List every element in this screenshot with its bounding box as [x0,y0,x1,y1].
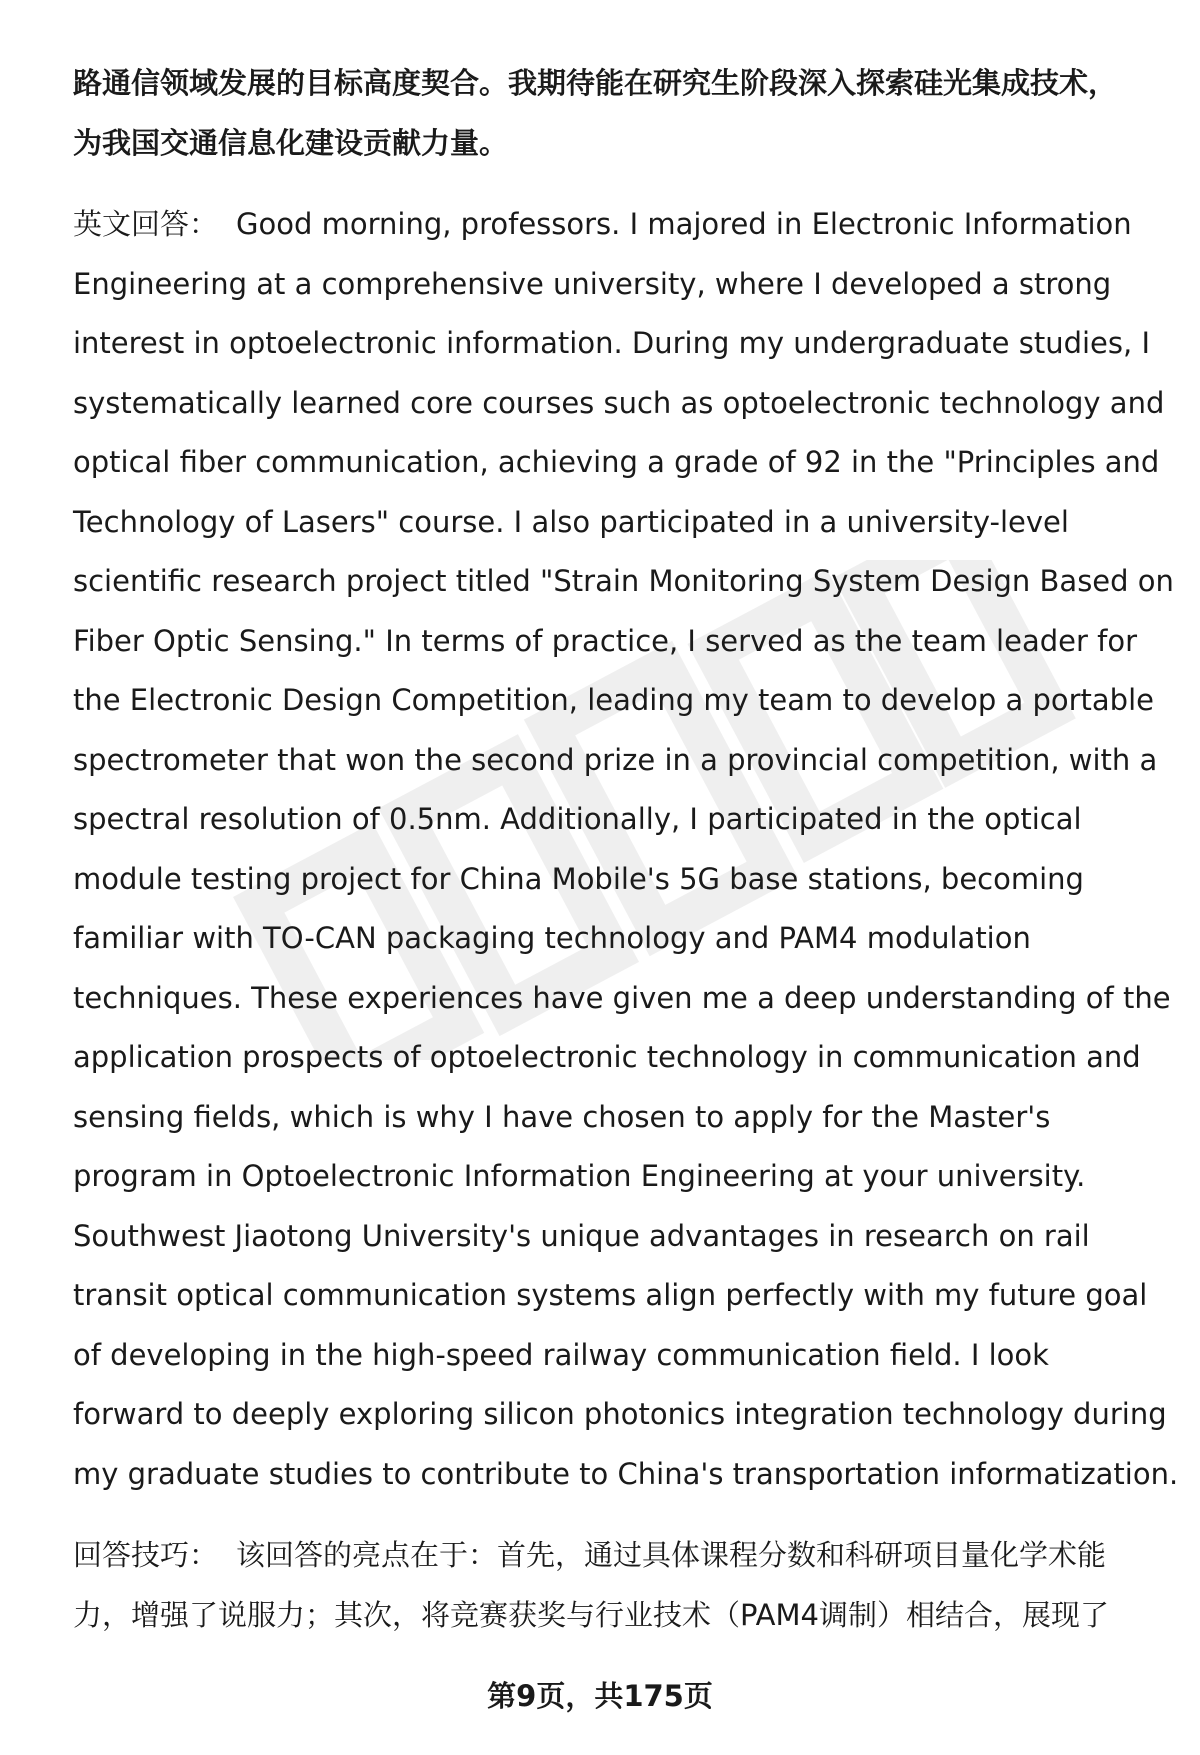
english-answer-line: my graduate studies to contribute to China's transportation informatization. [73,1456,1179,1491]
english-answer-paragraph [73,195,1179,1504]
english-answer-line: spectrometer that won the second prize in a provincial competition, with a [73,742,1158,777]
intro-line: 为我国交通信息化建设贡献力量。 [73,125,509,160]
answer-tips-first-line [73,1526,1153,1586]
english-answer-line: optical fiber communication, achieving a grade of 92 in the "Principles and [73,445,1160,479]
intro-paragraph [73,54,1153,173]
english-answer-line: interest in optoelectronic information. During my undergraduate studies, I [73,326,1150,360]
answer-tips-label: 回答技巧： [73,1538,219,1572]
english-answer-line: Technology of Lasers" course. I also participated in a university-level [73,504,1069,539]
answer-tips-paragraph [73,1526,1153,1645]
english-answer-line: transit optical communication systems align perfectly with my future goal [73,1278,1148,1312]
english-answer-line: forward to deeply exploring silicon photonics integration technology during [73,1397,1167,1431]
english-answer-line: systematically learned core courses such as optoelectronic technology and [73,385,1165,420]
page-content [73,54,1179,1645]
english-answer-line: of developing in the high-speed railway communication field. I look [73,1337,1049,1372]
english-answer-line: scientific research project titled "Strain Monitoring System Design Based on [73,564,1174,598]
answer-tips-line: 该回答的亮点在于：首先，通过具体课程分数和科研项目量化学术能 [236,1538,1107,1572]
english-answer-line: Fiber Optic Sensing." In terms of practice, I served as the team leader for [73,623,1137,658]
english-answer-line: Southwest Jiaotong University's unique advantages in research on rail [73,1218,1090,1253]
english-answer-line: application prospects of optoelectronic technology in communication and [73,1040,1141,1074]
english-answer-line: the Electronic Design Competition, leading my team to develop a portable [73,683,1154,717]
english-answer-line: sensing fields, which is why I have chosen to apply for the Master's [73,1099,1051,1134]
answer-tips-line: 力，增强了说服力；其次，将竞赛获奖与行业技术（PAM4调制）相结合，展现了 [73,1597,1109,1632]
english-answer-line: module testing project for China Mobile's 5G base stations, becoming [73,861,1084,896]
english-answer-line: Engineering at a comprehensive university, where I developed a strong [73,266,1112,301]
english-answer-line: techniques. These experiences have given me a deep understanding of the [73,980,1171,1015]
english-answer-line: Good morning, professors. I majored in Electronic Information [236,207,1132,241]
english-answer-first-line [73,195,1153,255]
english-answer-line: spectral resolution of 0.5nm. Additionally, I participated in the optical [73,802,1082,836]
english-answer-line: program in Optoelectronic Information Engineering at your university. [73,1159,1086,1193]
intro-line: 路通信领域发展的目标高度契合。我期待能在研究生阶段深入探索硅光集成技术， [73,66,1118,100]
page-number-footer: 第9页，共175页 [487,1679,713,1713]
english-answer-line: familiar with TO-CAN packaging technology and PAM4 modulation [73,921,1031,955]
english-answer-label: 英文回答： [73,207,219,241]
